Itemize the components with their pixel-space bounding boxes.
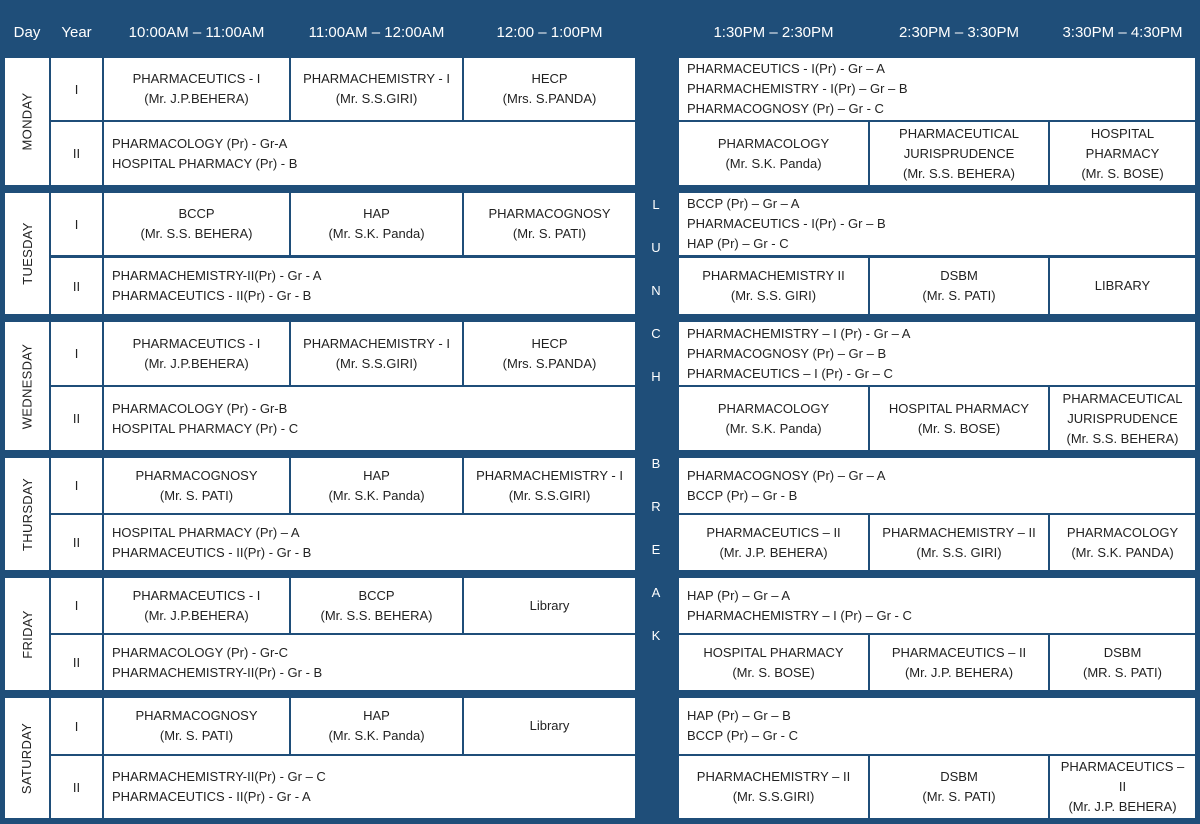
class-cell	[464, 458, 635, 513]
cell-line: (Mr. S.S. BEHERA)	[320, 607, 433, 623]
cell-line: (Mr. J.P. BEHERA)	[1068, 799, 1177, 814]
class-cell-afternoon	[679, 578, 1195, 633]
cell-line: PHARMACHEMISTRY II	[702, 268, 845, 283]
class-cell	[1050, 122, 1195, 185]
class-cell	[291, 193, 462, 255]
cell-line: HECP	[531, 71, 568, 86]
lunch-break-letter: L	[652, 197, 660, 212]
lunch-break-letter: E	[651, 542, 661, 557]
cell-line: HAP (Pr) – Gr - C	[687, 236, 789, 251]
cell-line: JURISPRUDENCE	[1067, 410, 1178, 426]
class-cell	[679, 122, 868, 185]
cell-line: (Mr. S. PATI)	[159, 728, 234, 743]
year-cell: I	[51, 578, 102, 633]
header-slot-5: 2:30PM – 3:30PM	[898, 24, 1020, 41]
cell-line: PHARMACOLOGY (Pr) - Gr-A	[112, 135, 288, 151]
day-name: MONDAY	[19, 92, 35, 151]
class-cell	[870, 122, 1048, 185]
class-cell	[104, 193, 289, 255]
cell-line: PHARMACEUTICS - II(Pr) - Gr - A	[112, 789, 311, 804]
cell-line: DSBM	[1103, 644, 1142, 660]
cell-line: PHARMACHEMISTRY - I	[476, 467, 623, 483]
header-slot-2: 11:00AM – 12:00AM	[308, 24, 445, 41]
cell-line: PHARMACHEMISTRY-II(Pr) - Gr - B	[112, 664, 323, 680]
cell-line: PHARMACHEMISTRY-II(Pr) - Gr – C	[112, 769, 326, 784]
cell-line: (Mr. S. BOSE)	[732, 664, 815, 680]
cell-line: PHARMACOGNOSY	[135, 467, 258, 483]
class-cell	[464, 193, 635, 255]
cell-line: DSBM	[940, 769, 978, 784]
year-cell: II	[51, 635, 102, 690]
cell-line: PHARMACOLOGY	[1066, 524, 1179, 540]
cell-line: BCCP (Pr) – Gr – A	[687, 196, 800, 211]
cell-line: HAP	[363, 467, 390, 483]
cell-line: PHARMACOLOGY	[717, 135, 830, 151]
cell-line: (Mr. S.S. GIRI)	[730, 288, 817, 303]
cell-line: (Mr. S.S.GIRI)	[335, 355, 418, 371]
year-cell: I	[51, 458, 102, 513]
cell-line: PHARMACOGNOSY	[135, 708, 258, 723]
header-slot-6: 3:30PM – 4:30PM	[1062, 24, 1183, 41]
class-cell	[870, 756, 1048, 818]
class-cell	[679, 756, 868, 818]
cell-line: (Mrs. S.PANDA)	[502, 355, 597, 371]
day-name: FRIDAY	[19, 609, 35, 659]
class-cell	[104, 322, 289, 385]
class-cell-afternoon	[679, 698, 1195, 754]
class-cell	[870, 387, 1048, 450]
class-cell	[104, 578, 289, 633]
cell-line: PHARMACEUTICS – I (Pr) - Gr – C	[687, 365, 893, 381]
cell-line: PHARMACHEMISTRY-II(Pr) - Gr - A	[112, 268, 322, 283]
class-cell	[870, 258, 1048, 314]
class-cell	[1050, 635, 1195, 690]
cell-line: PHARMACOGNOSY	[488, 206, 611, 221]
cell-line: (Mr. S. PATI)	[159, 487, 234, 503]
class-cell	[464, 578, 635, 633]
lunch-break-letter: R	[651, 499, 661, 514]
cell-line: (Mr. J.P.BEHERA)	[144, 91, 249, 106]
cell-line: HECP	[531, 335, 568, 351]
cell-line: (Mr. S. PATI)	[922, 789, 996, 804]
cell-line: Library	[529, 597, 570, 613]
class-cell	[679, 635, 868, 690]
cell-line: PHARMACEUTICS - I(Pr) - Gr – B	[687, 216, 886, 231]
day-label-friday	[5, 578, 49, 690]
day-label-wednesday	[5, 322, 49, 450]
cell-line: HAP (Pr) – Gr – B	[687, 708, 791, 723]
lunch-break-letter: A	[651, 585, 661, 600]
cell-line: (Mr. S.S. BEHERA)	[903, 165, 1015, 181]
cell-line: BCCP	[358, 587, 395, 603]
year-cell: I	[51, 698, 102, 754]
cell-line: PHARMACOLOGY (Pr) - Gr-B	[112, 400, 288, 416]
cell-line: BCCP (Pr) – Gr - B	[687, 487, 798, 503]
cell-line: LIBRARY	[1094, 278, 1151, 293]
cell-line: PHARMACEUTICS – II	[706, 524, 841, 540]
cell-line: (Mr. S.K. PANDA)	[1071, 544, 1174, 560]
cell-line: PHARMACEUTICAL	[1062, 390, 1183, 406]
cell-line: PHARMACHEMISTRY - I	[303, 335, 450, 351]
cell-line: PHARMACEUTICAL	[899, 125, 1019, 141]
cell-line: PHARMACEUTICS - II(Pr) - Gr - B	[112, 544, 312, 560]
cell-line: (MR. S. PATI)	[1083, 664, 1162, 680]
year-cell: II	[51, 387, 102, 450]
lunch-break-letter: N	[651, 283, 661, 298]
cell-line: (Mr. S. PATI)	[922, 288, 996, 303]
cell-line: Library	[529, 718, 570, 733]
cell-line: (Mrs. S.PANDA)	[502, 91, 597, 106]
cell-line: II	[1118, 779, 1127, 794]
cell-line: PHARMACOLOGY (Pr) - Gr-C	[112, 644, 288, 660]
class-cell	[1050, 258, 1195, 314]
cell-line: (Mr. J.P. BEHERA)	[904, 664, 1014, 680]
class-cell-afternoon	[679, 322, 1195, 385]
day-label-tuesday	[5, 193, 49, 314]
cell-line: HOSPITAL PHARMACY	[888, 400, 1030, 416]
cell-line: (Mr. S.S. GIRI)	[916, 544, 1002, 560]
class-cell-morning	[104, 515, 635, 570]
lunch-break-letter: U	[651, 240, 661, 255]
cell-line: HOSPITAL PHARMACY (Pr) – A	[112, 524, 300, 540]
cell-line: PHARMACEUTICS - I	[132, 71, 261, 86]
year-cell: I	[51, 58, 102, 120]
header-year: Year	[61, 24, 92, 41]
header-day: Day	[13, 24, 41, 41]
day-name: TUESDAY	[19, 222, 35, 285]
class-cell	[1050, 515, 1195, 570]
cell-line: HOSPITAL PHARMACY	[703, 644, 844, 660]
cell-line: PHARMACEUTICS - I	[132, 587, 261, 603]
day-name: SATURDAY	[19, 722, 35, 794]
class-cell	[291, 458, 462, 513]
cell-line: (Mr. S.S. BEHERA)	[140, 226, 253, 241]
cell-line: (Mr. S.K. Panda)	[725, 155, 822, 171]
cell-line: PHARMACHEMISTRY - I(Pr) – Gr – B	[687, 81, 908, 96]
cell-line: PHARMACHEMISTRY - I	[303, 71, 450, 86]
cell-line: PHARMACHEMISTRY – II	[696, 769, 851, 784]
cell-line: PHARMACEUTICS - I(Pr) - Gr – A	[687, 61, 885, 76]
cell-line: (Mr. S.S.GIRI)	[335, 91, 418, 106]
cell-line: (Mr. J.P. BEHERA)	[719, 544, 828, 560]
cell-line: (Mr. S.K. Panda)	[328, 728, 425, 743]
cell-line: PHARMACHEMISTRY – I (Pr) - Gr – A	[687, 325, 911, 341]
cell-line: BCCP (Pr) – Gr - C	[687, 728, 798, 743]
year-cell: I	[51, 322, 102, 385]
day-label-monday	[5, 58, 49, 185]
cell-line: PHARMACOLOGY	[717, 400, 830, 416]
class-cell-afternoon	[679, 458, 1195, 513]
year-cell: II	[51, 258, 102, 314]
class-cell-morning	[104, 122, 635, 185]
cell-line: PHARMACHEMISTRY – I (Pr) – Gr - C	[687, 607, 912, 623]
class-cell-afternoon	[679, 193, 1195, 255]
cell-line: HAP	[363, 708, 390, 723]
class-cell	[679, 387, 868, 450]
cell-line: (Mr. S.S.GIRI)	[508, 487, 591, 503]
class-cell-morning	[104, 387, 635, 450]
lunch-break-letter: B	[651, 456, 661, 471]
cell-line: (Mr. J.P.BEHERA)	[144, 355, 249, 371]
class-cell	[104, 458, 289, 513]
cell-line: HOSPITAL PHARMACY (Pr) - C	[112, 420, 299, 436]
class-cell-morning	[104, 635, 635, 690]
cell-line: PHARMACEUTICS - II(Pr) - Gr - B	[112, 288, 312, 303]
class-cell-morning	[104, 258, 635, 314]
cell-line: PHARMACEUTICS –	[1060, 759, 1185, 774]
cell-line: HAP (Pr) – Gr – A	[687, 587, 791, 603]
cell-line: (Mr. S.K. Panda)	[725, 420, 822, 436]
class-cell	[464, 698, 635, 754]
class-cell-afternoon	[679, 58, 1195, 120]
day-name: THURSDAY	[19, 477, 35, 551]
cell-line: PHARMACOGNOSY (Pr) – Gr – B	[687, 345, 887, 361]
cell-line: (Mr. J.P.BEHERA)	[144, 607, 249, 623]
class-cell	[464, 322, 635, 385]
year-cell: II	[51, 515, 102, 570]
class-cell	[104, 58, 289, 120]
cell-line: (Mr. S.S. BEHERA)	[1066, 430, 1179, 446]
class-cell-morning	[104, 756, 635, 818]
class-cell	[679, 258, 868, 314]
day-label-thursday	[5, 458, 49, 570]
year-cell: I	[51, 193, 102, 255]
cell-line: HOSPITAL	[1090, 125, 1155, 141]
day-label-saturday	[5, 698, 49, 818]
cell-line: PHARMACOGNOSY (Pr) – Gr – A	[687, 467, 886, 483]
cell-line: PHARMACEUTICS – II	[891, 644, 1027, 660]
class-cell	[870, 635, 1048, 690]
cell-line: (Mr. S. BOSE)	[1081, 165, 1164, 181]
class-cell	[870, 515, 1048, 570]
class-cell	[1050, 387, 1195, 450]
class-cell	[679, 515, 868, 570]
class-cell	[291, 322, 462, 385]
cell-line: BCCP	[178, 206, 215, 221]
cell-line: (Mr. S. PATI)	[512, 226, 587, 241]
cell-line: PHARMACHEMISTRY – II	[882, 524, 1036, 540]
cell-line: PHARMACOGNOSY (Pr) – Gr - C	[687, 101, 884, 116]
cell-line: JURISPRUDENCE	[903, 145, 1015, 161]
cell-line: PHARMACY	[1085, 145, 1160, 161]
class-cell	[291, 58, 462, 120]
cell-line: (Mr. S. BOSE)	[917, 420, 1001, 436]
cell-line: HAP	[363, 206, 390, 221]
day-name: WEDNESDAY	[19, 343, 35, 429]
class-cell	[104, 698, 289, 754]
lunch-break-letter: K	[651, 628, 661, 643]
cell-line: (Mr. S.K. Panda)	[328, 226, 425, 241]
year-cell: II	[51, 122, 102, 185]
header-slot-3: 12:00 – 1:00PM	[496, 24, 603, 41]
class-cell	[291, 578, 462, 633]
cell-line: (Mr. S.K. Panda)	[328, 487, 425, 503]
cell-line: HOSPITAL PHARMACY (Pr) - B	[112, 155, 298, 171]
year-cell: II	[51, 756, 102, 818]
class-cell	[291, 698, 462, 754]
lunch-break-letter: H	[651, 369, 661, 384]
header-slot-1: 10:00AM – 11:00AM	[128, 24, 265, 41]
cell-line: DSBM	[940, 268, 978, 283]
lunch-break-letter: C	[651, 326, 661, 341]
class-cell	[1050, 756, 1195, 818]
class-cell	[464, 58, 635, 120]
header-slot-4: 1:30PM – 2:30PM	[713, 24, 834, 41]
cell-line: PHARMACEUTICS - I	[132, 335, 261, 351]
cell-line: (Mr. S.S.GIRI)	[732, 789, 815, 804]
